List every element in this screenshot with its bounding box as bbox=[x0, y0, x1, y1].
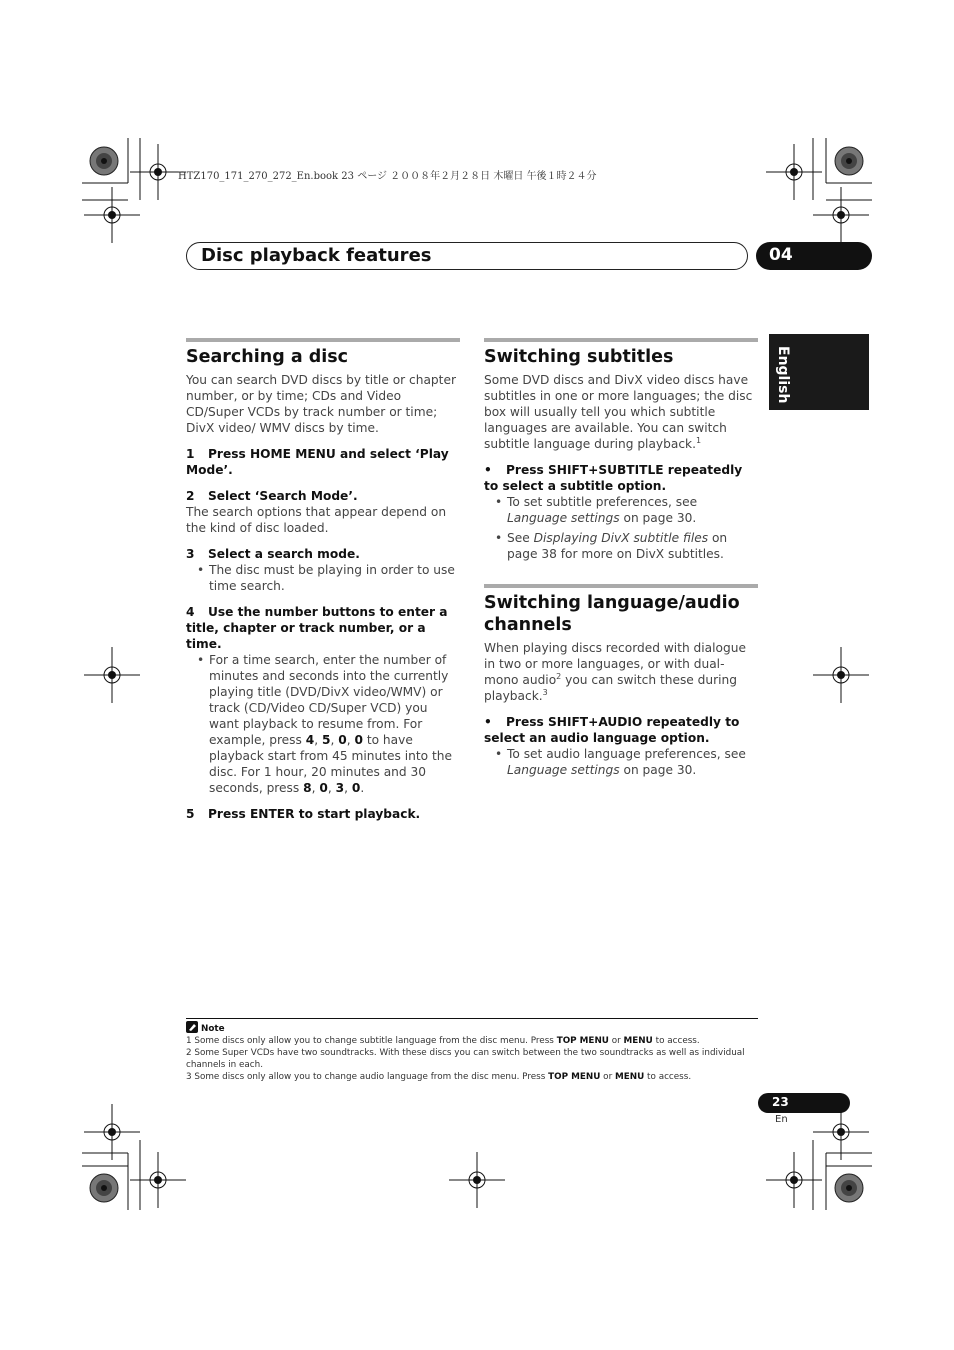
step-3: 3 Select a search mode. bbox=[186, 547, 360, 561]
audio-bullet-1: • To set audio language preferences, see Language settings on page 30. bbox=[484, 746, 758, 778]
footnote-2: 2 Some Super VCDs have two soundtracks. With these discs you can switch between the two soundtracks as well as individual channels in each. bbox=[186, 1048, 745, 1070]
intro-paragraph: You can search DVD discs by title or chapter number, or by time; CDs and Video CD/Super VCDs by track number or time; DivX video/ WMV discs by time. bbox=[186, 373, 456, 435]
heading-rule bbox=[484, 338, 758, 342]
language-label: English bbox=[775, 346, 791, 404]
heading-switching-language: Switching language/audio channels bbox=[484, 593, 740, 635]
heading-rule bbox=[186, 338, 460, 342]
column-searching bbox=[186, 338, 460, 822]
step-2-text: The search options that appear depend on the kind of disc loaded. bbox=[186, 505, 447, 535]
heading-searching-a-disc: Searching a disc bbox=[186, 347, 349, 367]
step-5: 5 Press ENTER to start playback. bbox=[186, 807, 421, 821]
page-number-badge bbox=[758, 1093, 850, 1113]
step-2: 2 Select ‘Search Mode’. bbox=[186, 489, 358, 503]
section-header bbox=[186, 242, 748, 270]
column-switching bbox=[484, 338, 758, 778]
subtitle-bullet-1: • To set subtitle preferences, see Language settings on page 30. bbox=[484, 494, 758, 526]
section-title: Disc playback features bbox=[201, 245, 432, 266]
subtitle-bullet-2: • See Displaying DivX subtitle files on page 38 for more on DivX subtitles. bbox=[484, 530, 758, 562]
audio-intro: When playing discs recorded with dialogue in two or more languages, or with dual-mono audio$^2$ you can switch these during playback.$^3$ bbox=[484, 641, 746, 703]
step-1: 1 Press HOME MENU and select ‘Play Mode’. bbox=[186, 447, 449, 477]
chapter-number: 04 bbox=[769, 245, 793, 265]
footnote-3: 3 Some discs only allow you to change audio language from the disc menu. Press TOP MENU or MENU to access. bbox=[186, 1072, 692, 1082]
page-language: En bbox=[775, 1114, 788, 1125]
footnote-1: 1 Some discs only allow you to change subtitle language from the disc menu. Press TOP MENU or MENU to access. bbox=[186, 1036, 700, 1046]
print-file-info: HTZ170_171_270_272_En.book 23 ページ ２００８年２月２８日 木曜日 午後１時２４分 bbox=[178, 171, 597, 182]
chapter-badge bbox=[756, 242, 872, 270]
subtitle-step: • Press SHIFT+SUBTITLE repeatedly to select a subtitle option. bbox=[484, 463, 743, 493]
note-header: Note bbox=[186, 1021, 758, 1035]
step-3-bullet: • The disc must be playing in order to use time search. bbox=[186, 562, 460, 594]
subtitles-intro: Some DVD discs and DivX video discs have subtitles in one or more languages; the disc box will usually tell you which subtitle languages are available. You can switch subtitle language during playback.$^1$ bbox=[484, 373, 753, 451]
note-icon bbox=[186, 1021, 198, 1033]
audio-step: • Press SHIFT+AUDIO repeatedly to select an audio language option. bbox=[484, 715, 740, 745]
heading-switching-subtitles: Switching subtitles bbox=[484, 347, 674, 367]
step-4-bullet: • For a time search, enter the number of minutes and seconds into the currently playing title (DVD/DivX video/WMV) or track (CD/Video CD/Super VCD) you want playback to resume from. For example, press 4, 5, 0, 0 to have playback start from 45 minutes into the disc. For 1 hour, 20 minutes and 30 seconds, press 8, 0, 3, 0. bbox=[186, 652, 460, 796]
footnotes bbox=[186, 1019, 758, 1083]
page-number: 23 bbox=[772, 1095, 789, 1109]
step-4: 4 Use the number buttons to enter a title, chapter or track number, or a time. bbox=[186, 605, 448, 651]
heading-rule bbox=[484, 584, 758, 588]
language-tab bbox=[769, 334, 869, 410]
